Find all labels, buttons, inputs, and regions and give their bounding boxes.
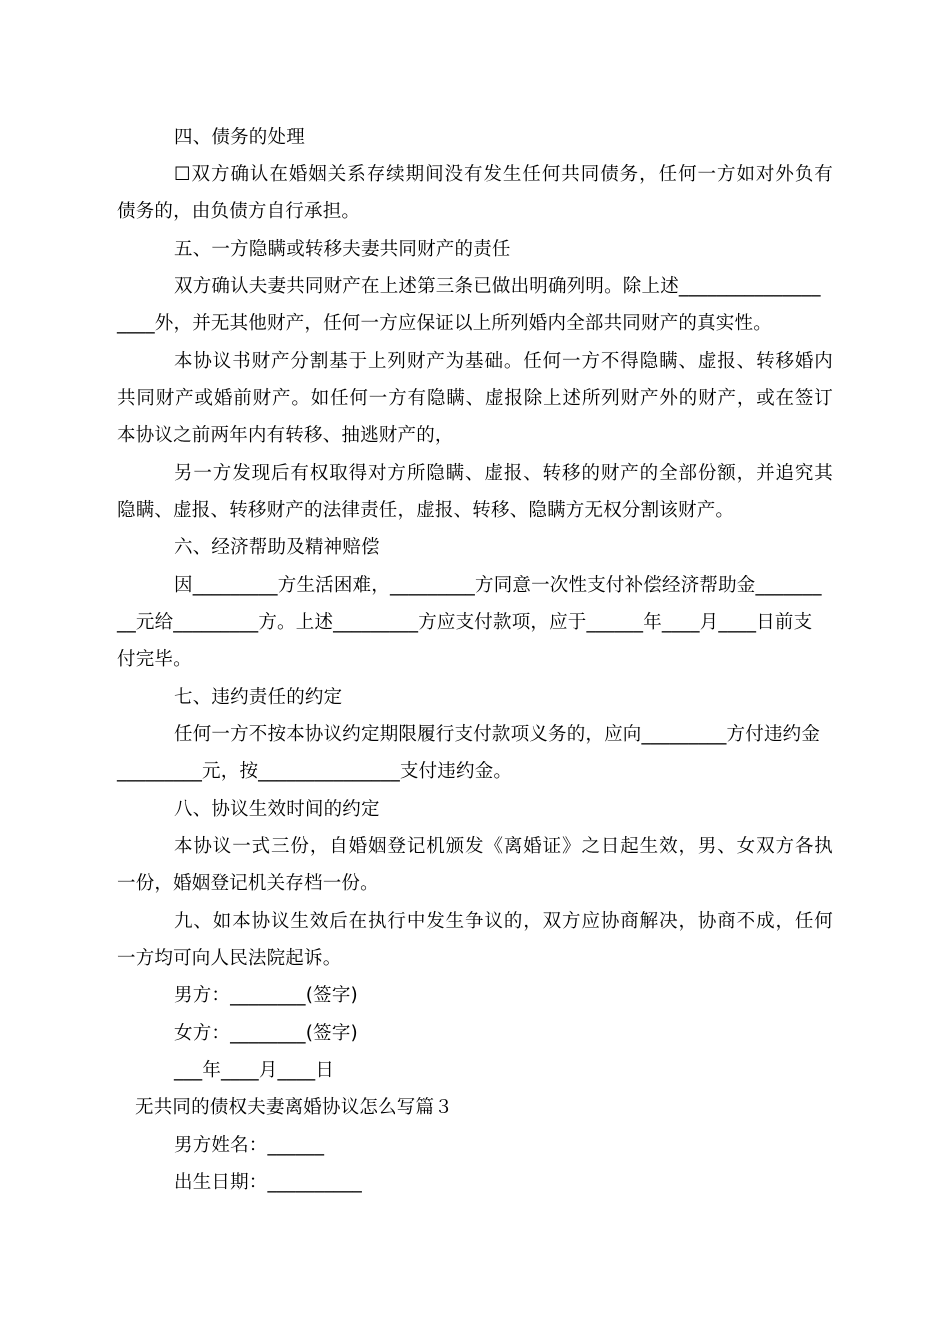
paragraph-line: 一方均可向人民法院起诉。 bbox=[117, 948, 342, 969]
birth-date-field: 出生日期：__________ bbox=[174, 1172, 363, 1193]
section-heading-debts: 四、债务的处理 bbox=[174, 127, 305, 148]
paragraph-line: 双方确认夫妻共同财产在上述第三条已做出明确列明。除上述_______________ bbox=[174, 276, 821, 297]
section-heading-breach: 七、违约责任的约定 bbox=[174, 687, 343, 708]
paragraph-line: __元给_________方。上述_________方应支付款项，应于______年____月____日前支 bbox=[117, 612, 813, 633]
paragraph-line: 债务的，由负债方自行承担。 bbox=[117, 201, 361, 222]
paragraph-line: 本协议书财产分割基于上列财产为基础。任何一方不得隐瞒、虚报、转移婚内 bbox=[174, 351, 833, 372]
male-signature-line: 男方：________(签字) bbox=[174, 985, 358, 1006]
paragraph-line: 九、如本协议生效后在执行中发生争议的，双方应协商解决，协商不成，任何 bbox=[174, 911, 833, 932]
date-line: ___年____月____日 bbox=[174, 1060, 335, 1081]
section-heading-effective: 八、协议生效时间的约定 bbox=[174, 799, 380, 820]
paragraph-line: 本协议一式三份，自婚姻登记机颁发《离婚证》之日起生效，男、女双方各执 bbox=[174, 836, 833, 857]
paragraph-line: ☐双方确认在婚姻关系存续期间没有发生任何共同债务，任何一方如对外负有 bbox=[174, 164, 833, 185]
female-signature-line: 女方：________(签字) bbox=[174, 1023, 358, 1044]
paragraph-line: 本协议之前两年内有转移、抽逃财产的， bbox=[117, 425, 454, 446]
document-title: 无共同的债权夫妻离婚协议怎么写篇３ bbox=[135, 1097, 453, 1118]
paragraph-line: 共同财产或婚前财产。如任何一方有隐瞒、虚报除上述所列财产外的财产，或在签订 bbox=[117, 388, 833, 409]
paragraph-line: 一份，婚姻登记机关存档一份。 bbox=[117, 873, 379, 894]
section-heading-compensation: 六、经济帮助及精神赔偿 bbox=[174, 537, 380, 558]
male-name-field: 男方姓名：______ bbox=[174, 1135, 325, 1156]
paragraph-line: 任何一方不按本协议约定期限履行支付款项义务的，应向_________方付违约金 bbox=[174, 724, 821, 745]
paragraph-line: 因_________方生活困难，_________方同意一次性支付补偿经济帮助金_______ bbox=[174, 575, 822, 596]
paragraph-line: _________元，按_______________支付违约金。 bbox=[117, 761, 513, 782]
paragraph-line: 另一方发现后有权取得对方所隐瞒、虚报、转移的财产的全部份额，并追究其 bbox=[174, 463, 833, 484]
section-heading-concealment: 五、一方隐瞒或转移夫妻共同财产的责任 bbox=[174, 239, 511, 260]
paragraph-line: 隐瞒、虚报、转移财产的法律责任，虚报、转移、隐瞒方无权分割该财产。 bbox=[117, 500, 735, 521]
paragraph-line: ____外，并无其他财产，任何一方应保证以上所列婚内全部共同财产的真实性。 bbox=[117, 313, 772, 334]
paragraph-line: 付完毕。 bbox=[117, 649, 192, 670]
